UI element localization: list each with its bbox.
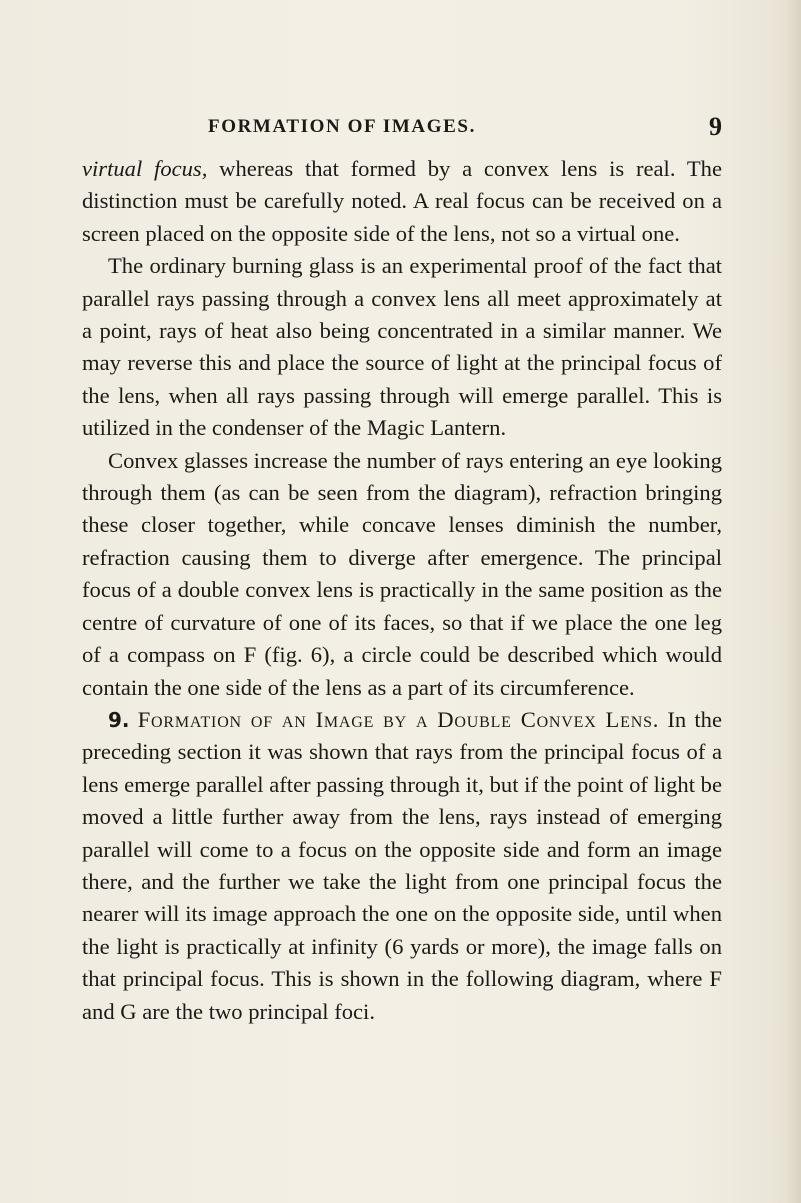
running-title: FORMATION OF IMAGES. [208,116,476,137]
paragraph-1-text: whereas that formed by a convex lens is real. The distinction must be carefully noted. A real focus can be received on a screen placed on the opposite side of the lens, not so a virtual one. [82,156,722,246]
section-number: 9. [108,707,130,732]
paragraph-4-section [82,704,722,1028]
paragraph-1-lead-italic: virtual focus, [82,156,208,181]
page-edge-shadow [787,0,801,1203]
paragraph-4-text: In the preceding section it was shown that rays from the principal focus of a lens emerge parallel after passing through it, but if the point of light be moved a little further away from the lens, rays instead of emerging parallel will come to a focus on the opposite side and form an image there, and the further we take the light from one principal focus the nearer will its image approach the one on the opposite side, until when the light is practically at infinity (6 yards or more), the image falls on that principal focus. This is shown in the following diagram, where F and G are the two principal foci. [82,706,722,1024]
paragraph-3: Convex glasses increase the number of rays entering an eye looking through them (as can be seen from the diagram), refraction bringing these closer together, while concave lenses diminish the number, refraction causing them to diverge after emergence. The principal focus of a double convex lens is practically in the same position as the centre of curvature of one of its faces, so that if we place the one leg of a compass on F (fig. 6), a circle could be described which would contain the one side of the lens as a part of its circumference. [82,447,722,700]
body-text [82,153,722,1028]
paragraph-1 [82,153,722,250]
page-number: 9 [709,112,722,141]
paragraph-2: The ordinary burning glass is an experimental proof of the fact that parallel rays passing through a convex lens all meet approximately at a point, rays of heat also being concentrated in a similar manner. We may reverse this and place the source of light at the principal focus of the lens, when all rays passing through will emerge parallel. This is utilized in the condenser of the Magic Lantern. [82,253,722,441]
section-title: Formation of an Image by a Double Convex Lens. [137,706,660,732]
page-header [82,112,722,142]
